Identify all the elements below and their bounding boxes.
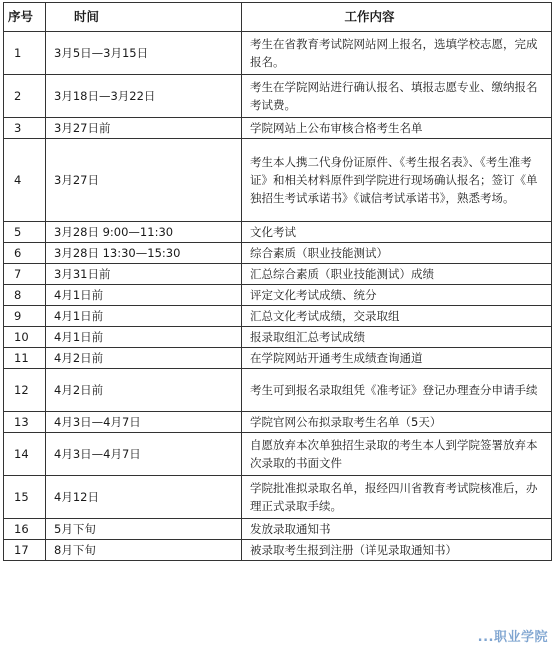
schedule-table [3,2,552,561]
row-time: 5月下旬 [46,519,242,540]
row-time: 3月27日前 [46,118,242,139]
row-content: 学院网站上公布审核合格考生名单 [242,118,552,139]
row-content: 文化考试 [242,222,552,243]
row-number: 6 [4,243,46,264]
row-number: 9 [4,306,46,327]
table-row [4,32,552,75]
table-row [4,476,552,519]
row-time: 8月下旬 [46,540,242,561]
row-time: 4月2日前 [46,348,242,369]
table-row [4,412,552,433]
header-time: 时间 [46,3,242,32]
row-time: 4月3日—4月7日 [46,433,242,476]
row-content: 评定文化考试成绩、统分 [242,285,552,306]
row-content: 综合素质（职业技能测试） [242,243,552,264]
row-content: 考生可到报名录取组凭《准考证》登记办理查分申请手续 [242,369,552,412]
table-body [4,32,552,561]
table-header [4,3,552,32]
row-number: 10 [4,327,46,348]
row-number: 7 [4,264,46,285]
schedule-document [3,2,551,561]
row-content: 考生在省教育考试院网站网上报名，选填学校志愿，完成报名。 [242,32,552,75]
table-row [4,306,552,327]
row-content: 考生本人携二代身份证原件、《考生报名表》、《考生准考证》和相关材料原件到学院进行现场确认报名；签订《单独招生考试承诺书》《诚信考试承诺书》，熟悉考场。 [242,139,552,222]
row-time: 4月1日前 [46,306,242,327]
row-time: 3月5日—3月15日 [46,32,242,75]
row-number: 13 [4,412,46,433]
row-time: 4月1日前 [46,285,242,306]
row-number: 8 [4,285,46,306]
row-content: 在学院网站开通考生成绩查询通道 [242,348,552,369]
row-number: 15 [4,476,46,519]
row-time: 4月3日—4月7日 [46,412,242,433]
row-number: 5 [4,222,46,243]
header-row [4,3,552,32]
row-time: 3月28日 9:00—11:30 [46,222,242,243]
table-row [4,540,552,561]
row-content: 学院官网公布拟录取考生名单（5天） [242,412,552,433]
row-number: 1 [4,32,46,75]
table-row [4,139,552,222]
row-content: 汇总综合素质（职业技能测试）成绩 [242,264,552,285]
row-number: 17 [4,540,46,561]
row-time: 4月12日 [46,476,242,519]
row-number: 11 [4,348,46,369]
row-time: 3月18日—3月22日 [46,75,242,118]
row-number: 12 [4,369,46,412]
table-row [4,243,552,264]
table-row [4,327,552,348]
header-content: 工作内容 [242,3,552,32]
row-time: 3月27日 [46,139,242,222]
row-number: 4 [4,139,46,222]
row-content: 汇总文化考试成绩，交录取组 [242,306,552,327]
row-time: 4月2日前 [46,369,242,412]
row-time: 3月31日前 [46,264,242,285]
table-row [4,348,552,369]
table-row [4,75,552,118]
row-time: 4月1日前 [46,327,242,348]
table-row [4,222,552,243]
table-row [4,369,552,412]
row-content: 学院批准拟录取名单，报经四川省教育考试院核准后，办理正式录取手续。 [242,476,552,519]
header-no: 序号 [4,3,46,32]
table-row [4,519,552,540]
row-content: 考生在学院网站进行确认报名、填报志愿专业、缴纳报名考试费。 [242,75,552,118]
row-number: 16 [4,519,46,540]
row-number: 14 [4,433,46,476]
row-content: 自愿放弃本次单独招生录取的考生本人到学院签署放弃本次录取的书面文件 [242,433,552,476]
row-number: 2 [4,75,46,118]
table-row [4,118,552,139]
row-content: 发放录取通知书 [242,519,552,540]
table-row [4,433,552,476]
table-row [4,285,552,306]
watermark-text: ...职业学院 [477,630,548,645]
row-number: 3 [4,118,46,139]
table-row [4,264,552,285]
row-content: 报录取组汇总考试成绩 [242,327,552,348]
row-content: 被录取考生报到注册（详见录取通知书） [242,540,552,561]
row-time: 3月28日 13:30—15:30 [46,243,242,264]
